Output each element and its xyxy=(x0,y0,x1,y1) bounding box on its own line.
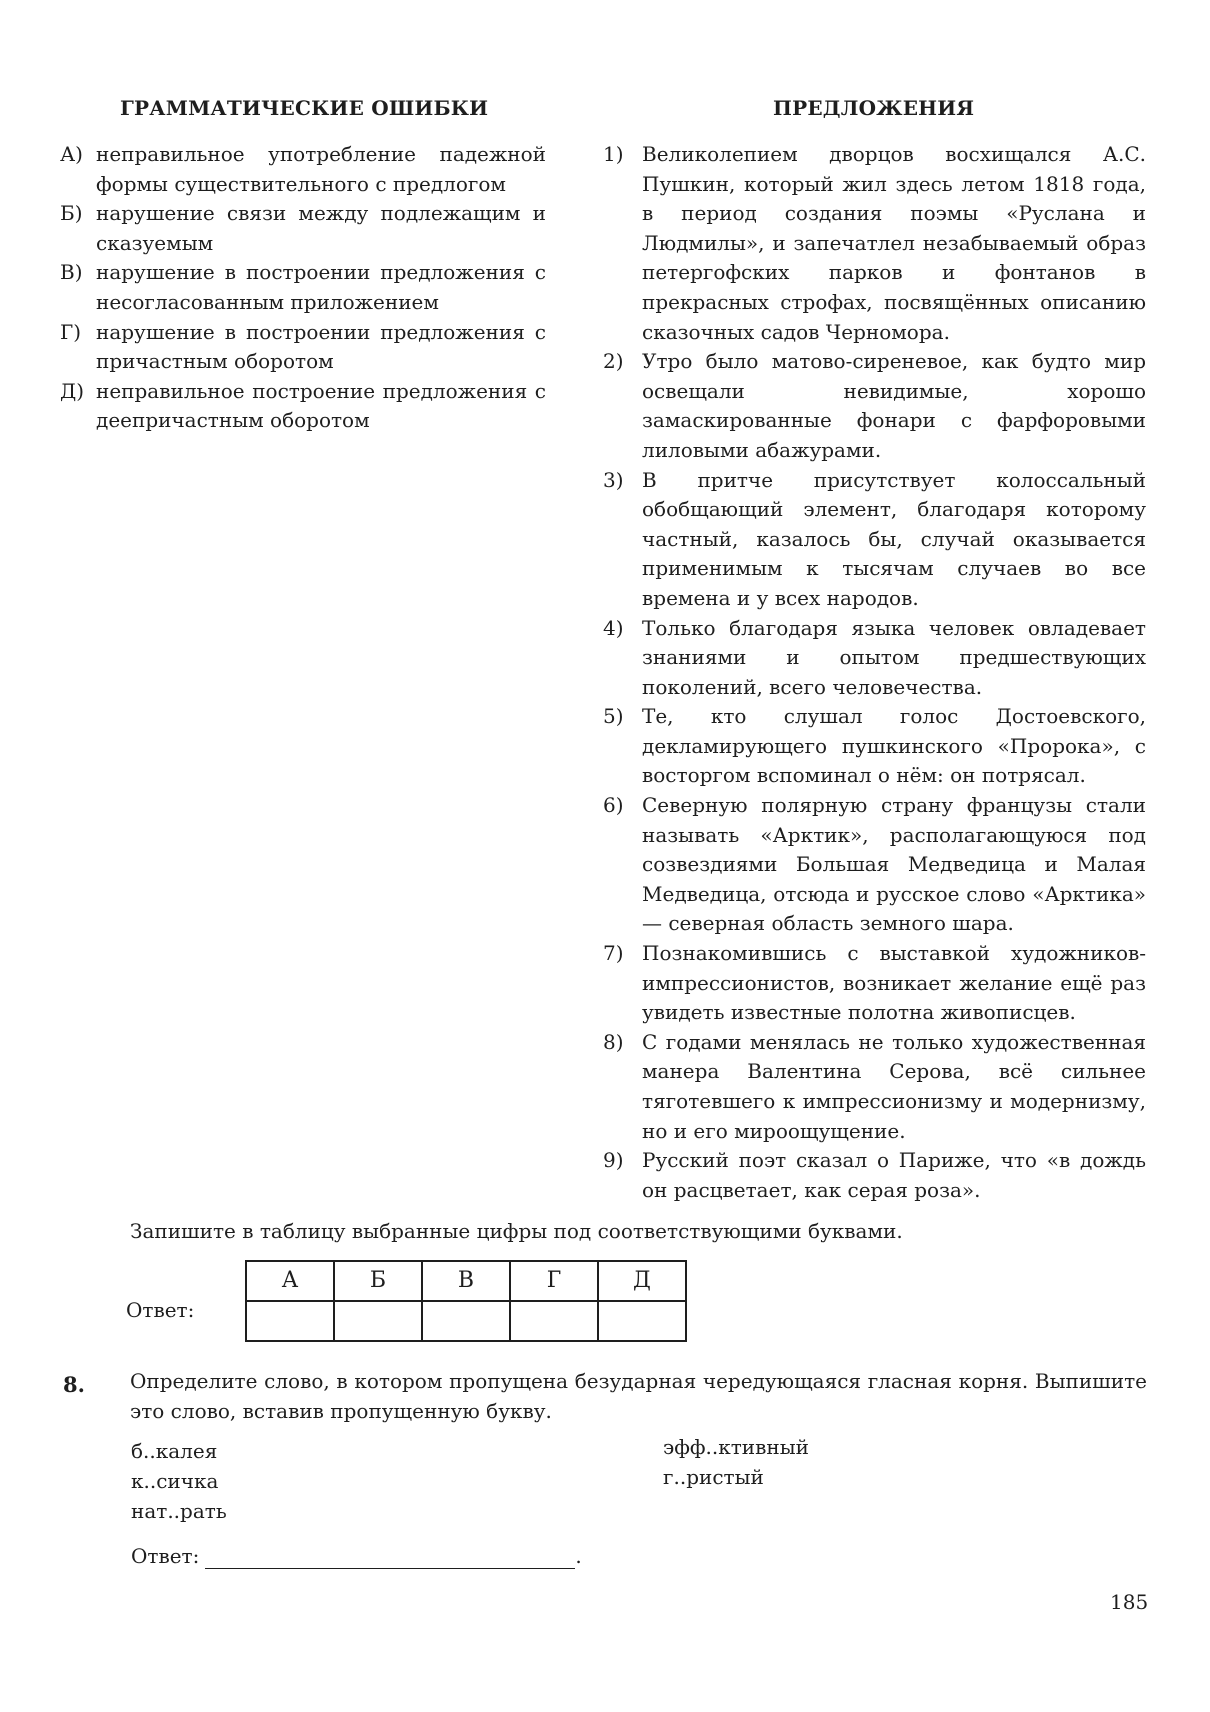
sentences-list xyxy=(603,140,1146,1205)
answer-table-header-row xyxy=(246,1261,686,1301)
answer-table-input-cell[interactable] xyxy=(422,1301,510,1341)
word-option: б..калея xyxy=(131,1439,218,1463)
item-marker: 5) xyxy=(603,704,624,729)
task-answer-line xyxy=(131,1543,582,1569)
grammatical-errors-list xyxy=(60,140,546,436)
word-option: г..ристый xyxy=(663,1465,764,1489)
sentence-item xyxy=(603,466,1146,614)
item-text: нарушение в построении предложения с несогласованным приложением xyxy=(96,260,546,314)
sentence-item xyxy=(603,1028,1146,1146)
task-text: Определите слово, в котором пропущена безударная чередующаяся гласная корня. Выпишите это слово, вставив пропущенную букву. xyxy=(130,1369,1147,1423)
answer-table-input-cell[interactable] xyxy=(510,1301,598,1341)
item-text: нарушение связи между подлежащим и сказуемым xyxy=(96,201,546,255)
answer-table-input-cell[interactable] xyxy=(598,1301,686,1341)
task-answer-label: Ответ: xyxy=(131,1544,200,1568)
item-text: В притче присутствует колоссальный обобщающий элемент, благодаря которому частный, казалось бы, случай оказывается применимым к тысячам случаев во все времена и у всех народов. xyxy=(642,467,1146,610)
word-options-right xyxy=(663,1432,809,1492)
item-text: Познакомившись с выставкой художников-импрессионистов, возникает желание ещё раз увидеть известные полотна живописцев. xyxy=(642,941,1146,1025)
item-marker: 4) xyxy=(603,615,624,640)
answer-table-header-cell: Д xyxy=(598,1261,686,1301)
answer-table-label: Ответ: xyxy=(126,1298,195,1322)
table-instruction: Запишите в таблицу выбранные цифры под соответствующими буквами. xyxy=(130,1219,903,1243)
item-text: Северную полярную страну французы стали называть «Арктик», располагающуюся под созвездиями Большая Медведица и Малая Медведица, отсюда и русское слово «Арктика» — северная область земного шара. xyxy=(642,793,1146,936)
task-number: 8. xyxy=(63,1372,85,1397)
left-column-heading: ГРАММАТИЧЕСКИЕ ОШИБКИ xyxy=(120,96,489,120)
item-text: Те, кто слушал голос Достоевского, декламирующего пушкинского «Пророка», с восторгом вспоминал о нём: он потрясал. xyxy=(642,704,1146,788)
item-marker: 1) xyxy=(603,142,624,166)
answer-table-header-cell: А xyxy=(246,1261,334,1301)
word-option: эфф..ктивный xyxy=(663,1435,809,1459)
sentence-item xyxy=(603,614,1146,703)
error-type-item xyxy=(60,318,546,377)
item-text: неправильное употребление падежной формы существительного с предлогом xyxy=(96,142,546,196)
error-type-item xyxy=(60,199,546,258)
sentence-item xyxy=(603,702,1146,791)
sentence-item xyxy=(603,347,1146,465)
item-marker: А) xyxy=(60,142,83,166)
task-answer-field[interactable] xyxy=(205,1546,575,1569)
item-text: нарушение в построении предложения с причастным оборотом xyxy=(96,319,546,374)
word-option: к..сичка xyxy=(131,1469,219,1493)
error-type-item xyxy=(60,377,546,436)
sentence-item xyxy=(603,939,1146,1028)
answer-table-input-cell[interactable] xyxy=(246,1301,334,1341)
page-number: 185 xyxy=(1110,1590,1149,1614)
item-text: неправильное построение предложения с деепричастным оборотом xyxy=(96,378,546,433)
item-marker: Г) xyxy=(60,319,82,344)
answer-table-header-cell: Г xyxy=(510,1261,598,1301)
item-marker: 9) xyxy=(603,1148,624,1173)
item-text: Утро было матово-сиреневое, как будто мир освещали невидимые, хорошо замаскированные фонари с фарфоровыми лиловыми абажурами. xyxy=(642,349,1146,462)
right-column-heading: ПРЕДЛОЖЕНИЯ xyxy=(773,96,975,120)
answer-table-input-cell[interactable] xyxy=(334,1301,422,1341)
item-marker: 3) xyxy=(603,467,624,492)
item-marker: В) xyxy=(60,260,83,285)
answer-table-header-cell: Б xyxy=(334,1261,422,1301)
item-text: С годами менялась не только художественная манера Валентина Серова, всё сильнее тяготевшего к импрессионизму и модернизму, но и его мироощущение. xyxy=(642,1029,1146,1143)
item-marker: 7) xyxy=(603,941,624,966)
item-text: Русский поэт сказал о Париже, что «в дождь он расцветает, как серая роза». xyxy=(642,1148,1146,1202)
item-text: Великолепием дворцов восхищался А.С. Пушкин, который жил здесь летом 1818 года, в период создания поэмы «Руслана и Людмилы», и запечатлел незабываемый образ петергофских парков и фонтанов в прекрасных строфах, посвящённых описанию сказочных садов Черномора. xyxy=(642,142,1146,344)
item-text: Только благодаря языка человек овладевает знаниями и опытом предшествующих поколений, всего человечества. xyxy=(642,615,1146,699)
answer-table-header-cell: В xyxy=(422,1261,510,1301)
sentence-item xyxy=(603,791,1146,939)
word-options-left xyxy=(131,1436,227,1526)
sentence-item xyxy=(603,140,1146,347)
word-option: нат..рать xyxy=(131,1499,227,1523)
error-type-item xyxy=(60,258,546,317)
item-marker: 6) xyxy=(603,793,624,818)
error-type-item xyxy=(60,140,546,199)
item-marker: Д) xyxy=(60,378,85,403)
item-marker: 8) xyxy=(603,1029,624,1054)
sentence-item xyxy=(603,1146,1146,1205)
answer-table-input-row xyxy=(246,1301,686,1341)
task-answer-end: . xyxy=(575,1544,582,1568)
item-marker: Б) xyxy=(60,201,83,226)
answer-table xyxy=(245,1260,687,1342)
item-marker: 2) xyxy=(603,349,624,374)
